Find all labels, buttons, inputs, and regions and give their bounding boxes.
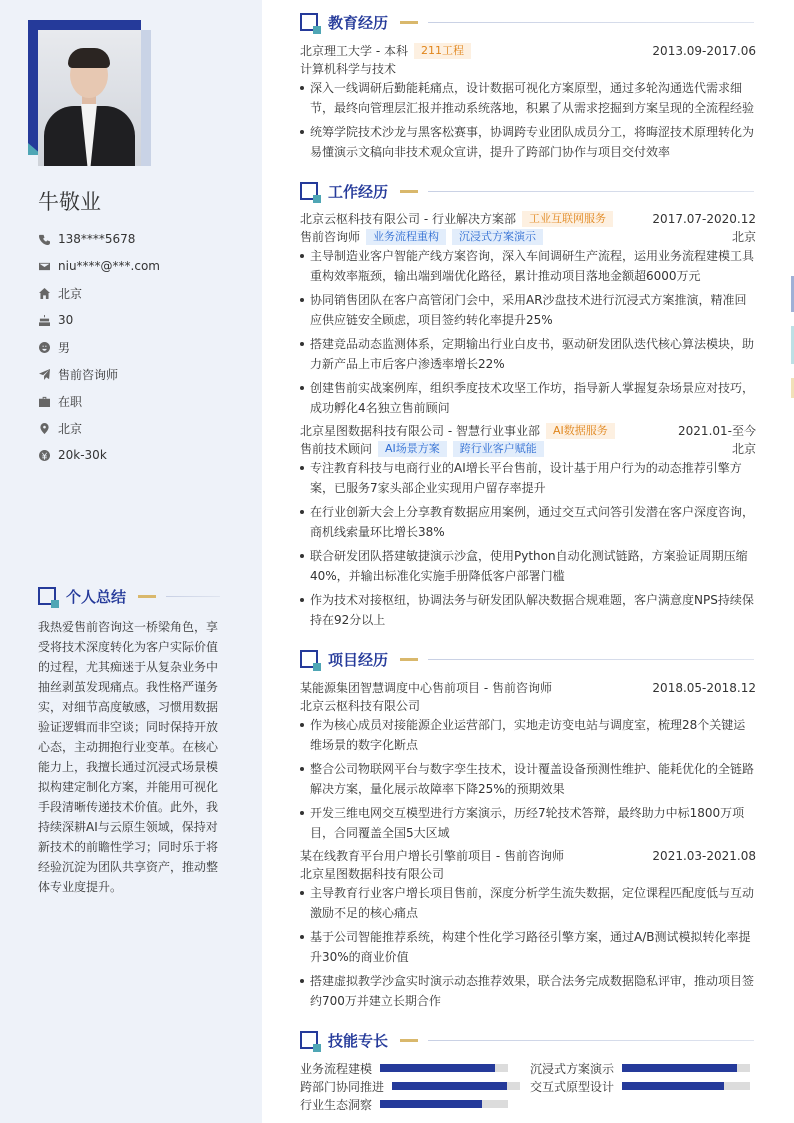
school: 北京理工大学 - 本科 bbox=[300, 44, 408, 58]
contact-text: 售前咨询师 bbox=[58, 367, 119, 382]
section-icon bbox=[300, 1031, 318, 1049]
skill-level-bar bbox=[380, 1064, 508, 1072]
list-item: 基于公司智能推荐系统，构建个性化学习路径引擎方案，通过A/B测试模拟转化率提升30%的商业价值 bbox=[300, 927, 756, 967]
skill-item bbox=[300, 1096, 508, 1112]
sidebar bbox=[0, 0, 262, 1123]
list-item: 专注教育科技与电商行业的AI增长平台售前，设计基于用户行为的动态推荐引擎方案，已服务7家头部企业实现用户留存率提升 bbox=[300, 458, 756, 498]
job-tag: AI数据服务 bbox=[546, 423, 615, 439]
briefcase-icon bbox=[38, 395, 50, 407]
skill-level-bar bbox=[622, 1064, 750, 1072]
salary-icon bbox=[38, 449, 50, 461]
school-tag: 211工程 bbox=[414, 43, 471, 59]
summary-heading: 个人总结 bbox=[38, 586, 220, 606]
work-heading: 工作经历 bbox=[300, 181, 754, 201]
education-date: 2013.09-2017.06 bbox=[652, 43, 756, 58]
section-icon bbox=[300, 13, 318, 31]
contact-item bbox=[38, 447, 248, 463]
skill-level-bar bbox=[622, 1082, 750, 1090]
contact-item bbox=[38, 258, 248, 274]
list-item: 作为技术对接枢纽，协调法务与研发团队解决数据合规难题，客户满意度NPS持续保持在92分以上 bbox=[300, 590, 756, 630]
section-icon bbox=[38, 587, 56, 605]
project-header: 某在线教育平台用户增长引擎前项目 - 售前咨询师 2021.03-2021.08 bbox=[300, 848, 756, 863]
major: 计算机科学与技术 bbox=[300, 62, 397, 76]
skill-label: 沉浸式方案演示 bbox=[530, 1061, 615, 1076]
list-item: 在行业创新大会上分享教育数据应用案例，通过交互式问答引发潜在客户深度咨询，商机线索量环比增长38% bbox=[300, 502, 756, 542]
contact-item bbox=[38, 339, 248, 355]
contact-item bbox=[38, 231, 248, 247]
phone-icon bbox=[38, 233, 50, 245]
skill-label: 行业生态洞察 bbox=[300, 1097, 373, 1112]
contact-text: 男 bbox=[58, 340, 71, 355]
skill-label: 交互式原型设计 bbox=[530, 1079, 615, 1094]
skill-item bbox=[300, 1060, 508, 1076]
project-company: 北京云枢科技有限公司 bbox=[300, 699, 421, 713]
contact-item bbox=[38, 285, 248, 301]
location-icon bbox=[38, 422, 50, 434]
contact-text: 北京 bbox=[58, 421, 83, 436]
skill-level-bar bbox=[380, 1100, 508, 1108]
projects-heading: 项目经历 bbox=[300, 649, 754, 669]
home-icon bbox=[38, 287, 50, 299]
list-item: 作为核心成员对接能源企业运营部门，实地走访变电站与调度室，梳理28个关键运维场景的数字化断点 bbox=[300, 715, 756, 755]
cake-icon bbox=[38, 314, 50, 326]
skill-tag: 业务流程重构 bbox=[366, 229, 446, 245]
list-item: 主导教育行业客户增长项目售前，深度分析学生流失数据，定位课程匹配度低与互动激励不足的核心痛点 bbox=[300, 883, 756, 923]
contact-item bbox=[38, 420, 248, 436]
skill-label: 业务流程建模 bbox=[300, 1061, 373, 1076]
contact-item bbox=[38, 393, 248, 409]
profile-name: 牛敬业 bbox=[38, 190, 101, 214]
project-company: 北京星图数据科技有限公司 bbox=[300, 867, 445, 881]
summary-text: 我热爱售前咨询这一桥梁角色，享受将技术深度转化为客户实际价值的过程，尤其痴迷于从复杂业务中抽丝剥茧发现痛点。我性格严谨务实，对细节高度敏感，习惯用数据验证逻辑而非空谈；同时保持开放心态，主动拥抱行业变革。在核心能力上，我擅长通过沉浸式场景模拟构建定制化方案，并能用可视化手段清晰传递技术价值。此外，我持续深耕AI与云原生领域，保持对新技术的前瞻性学习；同时乐于将经验沉淀为团队共享资产，推动整体专业度提升。 bbox=[38, 620, 219, 894]
list-item: 搭建虚拟教学沙盒实时演示动态推荐效果，联合法务完成数据隐私评审，推动项目签约700万并建立长期合作 bbox=[300, 971, 756, 1011]
contact-text: 138****5678 bbox=[58, 232, 136, 246]
job-header: 北京星图数据科技有限公司 - 智慧行业事业部 AI数据服务 2021.01-至今 bbox=[300, 423, 756, 438]
mail-icon bbox=[38, 260, 50, 272]
avatar bbox=[38, 30, 141, 166]
education-heading: 教育经历 bbox=[300, 12, 754, 32]
send-icon bbox=[38, 368, 50, 380]
section-icon bbox=[300, 650, 318, 668]
project-header: 某能源集团智慧调度中心售前项目 - 售前咨询师 2018.05-2018.12 bbox=[300, 680, 756, 695]
list-item: 深入一线调研后勤能耗痛点，设计数据可视化方案原型，通过多轮沟通选代需求细节，最终向管理层汇报并推动系统落地，积累了从需求挖掘到方案呈现的全流程经验 bbox=[300, 78, 756, 118]
contact-item bbox=[38, 366, 248, 382]
skills-heading: 技能专长 bbox=[300, 1030, 754, 1050]
list-item: 开发三维电网交互模型进行方案演示，历经7轮技术答辩，最终助力中标1800万项目，合同覆盖全国5大区域 bbox=[300, 803, 756, 843]
skill-tag: 沉浸式方案演示 bbox=[452, 229, 543, 245]
contact-text: niu****@***.com bbox=[58, 259, 160, 273]
contact-text: 20k-30k bbox=[58, 448, 107, 462]
contact-text: 北京 bbox=[58, 286, 83, 301]
gender-icon bbox=[38, 341, 50, 353]
education-row bbox=[300, 42, 756, 59]
section-icon bbox=[300, 182, 318, 200]
contact-text: 30 bbox=[58, 313, 74, 327]
list-item: 协同销售团队在客户高管闭门会中，采用AR沙盘技术进行沉浸式方案推演，精准回应供应链安全顾虑，项目签约转化率提升25% bbox=[300, 290, 756, 330]
skill-level-bar bbox=[392, 1082, 520, 1090]
skill-tag: AI场景方案 bbox=[378, 441, 447, 457]
skill-item bbox=[530, 1078, 750, 1094]
job-role-row: 售前技术顾问 AI场景方案 跨行业客户赋能 北京 bbox=[300, 441, 756, 456]
skill-label: 跨部门协同推进 bbox=[300, 1079, 385, 1094]
skill-item bbox=[300, 1078, 520, 1094]
list-item: 整合公司物联网平台与数字孪生技术，设计覆盖设备预测性维护、能耗优化的全链路解决方案，量化展示故障率下降25%的预期效果 bbox=[300, 759, 756, 799]
list-item: 搭建竞品动态监测体系，定期输出行业白皮书，驱动研发团队迭代核心算法模块，助力新产品上市后客户渗透率增长22% bbox=[300, 334, 756, 374]
job-tag: 工业互联网服务 bbox=[522, 211, 613, 227]
list-item: 创建售前实战案例库，组织季度技术攻坚工作坊，指导新人掌握复杂场景应对技巧，成功孵化4名独立售前顾问 bbox=[300, 378, 756, 418]
list-item: 统筹学院技术沙龙与黑客松赛事，协调跨专业团队成员分工，将晦涩技术原理转化为易懂演示文稿向非技术观众宣讲，提升了跨部门协作与项目交付效率 bbox=[300, 122, 756, 162]
contact-text: 在职 bbox=[58, 394, 83, 409]
job-role-row: 售前咨询师 业务流程重构 沉浸式方案演示 北京 bbox=[300, 229, 756, 244]
skill-tag: 跨行业客户赋能 bbox=[453, 441, 544, 457]
list-item: 主导制造业客户智能产线方案咨询，深入车间调研生产流程，运用业务流程建模工具重构效率瓶颈，输出端到端优化路径，累计推动项目落地金额超6000万元 bbox=[300, 246, 756, 286]
skill-item bbox=[530, 1060, 750, 1076]
photo-shadow bbox=[141, 30, 151, 166]
list-item: 联合研发团队搭建敏捷演示沙盒，使用Python自动化测试链路，方案验证周期压缩40%，并输出标准化实施手册降低客户部署门槛 bbox=[300, 546, 756, 586]
contact-item bbox=[38, 312, 248, 328]
job-header: 北京云枢科技有限公司 - 行业解决方案部 工业互联网服务 2017.07-2020.12 bbox=[300, 211, 756, 226]
